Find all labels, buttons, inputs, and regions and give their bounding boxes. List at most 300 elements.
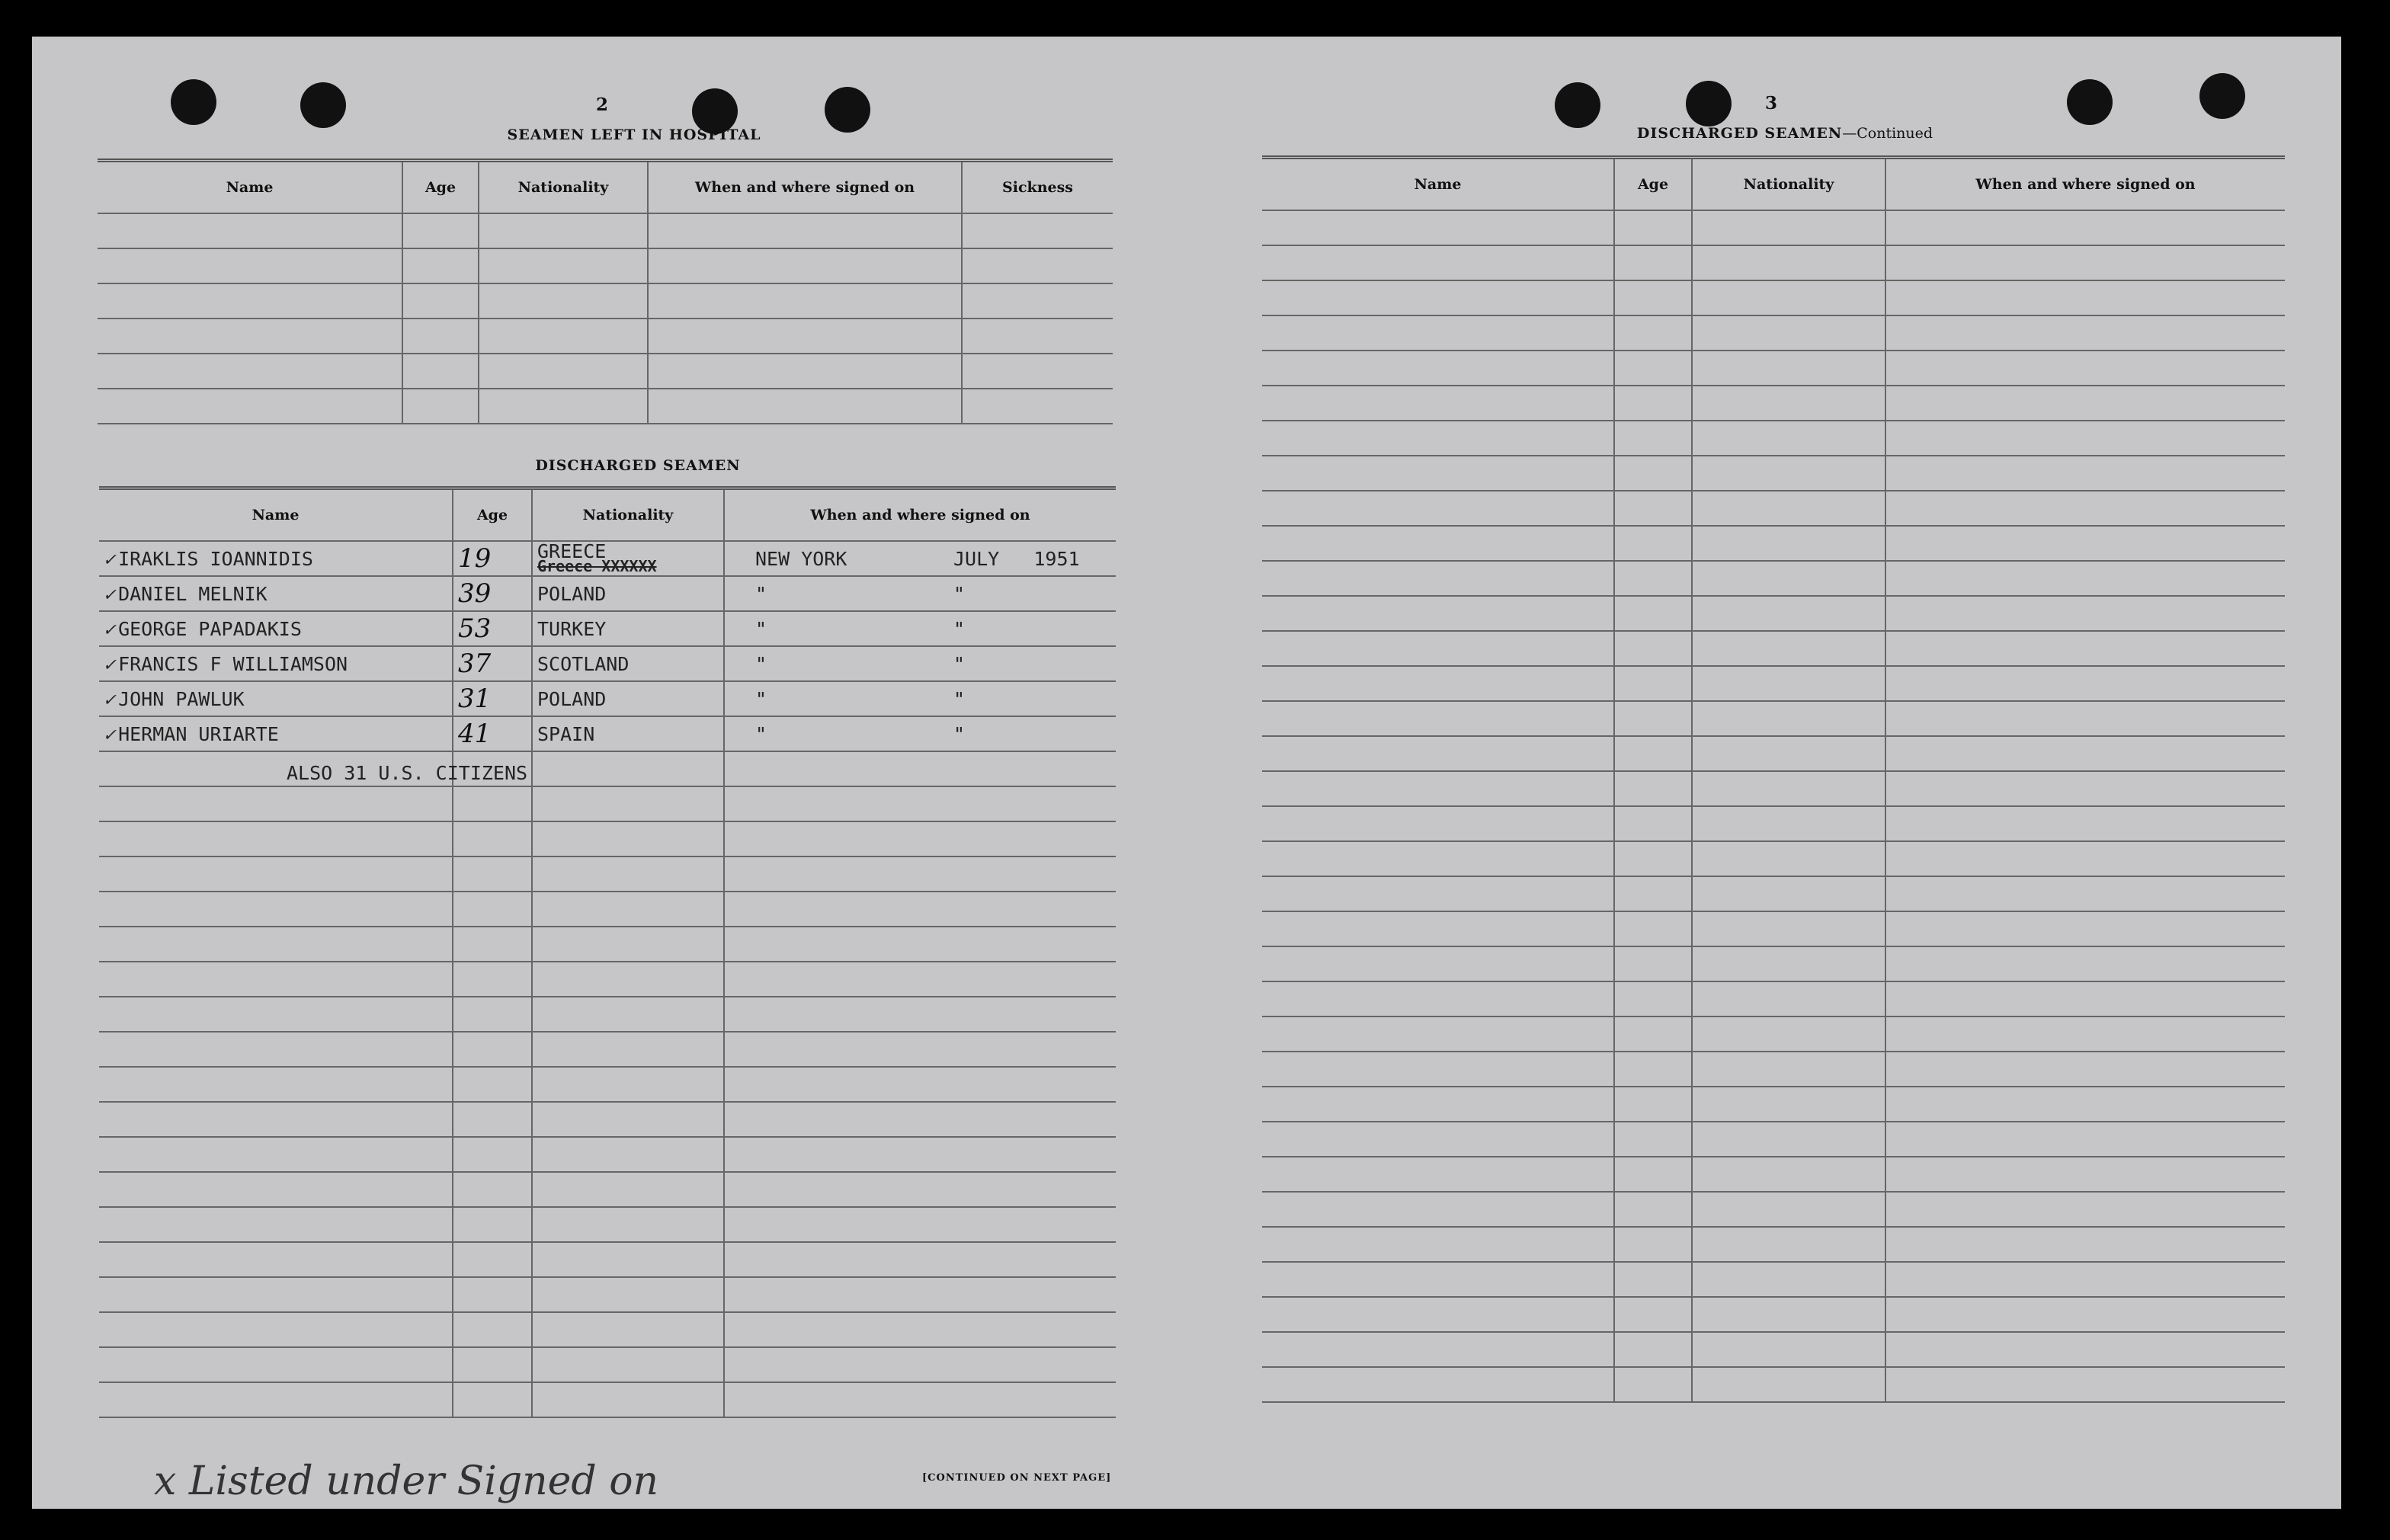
- table-row: [1262, 1262, 2285, 1297]
- table-row: [99, 856, 1116, 892]
- table-row: [1262, 596, 2285, 631]
- table-row: [1262, 526, 2285, 561]
- table-cell: [724, 1172, 1116, 1207]
- table-cell: [453, 1382, 532, 1417]
- table-row: [99, 1032, 1116, 1067]
- table-row: [1262, 736, 2285, 771]
- struck-nationality: Greece XXXXXX: [537, 556, 657, 575]
- table-row: [1262, 666, 2285, 701]
- signed-on-date: ": [953, 652, 966, 675]
- table-cell: [1885, 1367, 2285, 1402]
- table-cell: [648, 389, 962, 424]
- signed-on-cell: [724, 716, 1116, 751]
- table-cell: [1885, 351, 2285, 386]
- age-value: 19: [458, 543, 492, 574]
- table-cell: [1885, 981, 2285, 1017]
- table-cell: [1262, 841, 1614, 876]
- table-cell: [402, 213, 479, 248]
- table-cell: [648, 283, 962, 319]
- table-cell: [99, 821, 453, 856]
- table-cell: [724, 1207, 1116, 1242]
- table-cell: [1262, 876, 1614, 911]
- column-header: When and where signed on: [648, 161, 962, 214]
- table-cell: [1614, 386, 1692, 421]
- table-cell: [453, 927, 532, 962]
- table-cell: [402, 389, 479, 424]
- table-cell: [962, 319, 1113, 354]
- column-header: Nationality: [1692, 158, 1885, 211]
- table-cell: [532, 1137, 724, 1172]
- table-cell: [1692, 1192, 1885, 1227]
- table-cell: [1885, 1332, 2285, 1367]
- seaman-name: DANIEL MELNIK: [118, 582, 268, 605]
- table-cell: [453, 997, 532, 1032]
- discharged-continued-table: [1262, 155, 2285, 1403]
- table-cell: [1885, 210, 2285, 245]
- table-cell: [724, 751, 1116, 786]
- signed-on-place: ": [755, 617, 767, 640]
- table-cell: [98, 213, 402, 248]
- table-cell: [1692, 876, 1885, 911]
- table-row: [99, 1067, 1116, 1102]
- table-cell: [1692, 421, 1885, 456]
- table-row: [99, 1277, 1116, 1312]
- table-cell: [1262, 1227, 1614, 1262]
- table-cell: [1262, 280, 1614, 315]
- table-cell: [402, 354, 479, 389]
- table-cell: [532, 856, 724, 892]
- table-cell: [479, 354, 648, 389]
- table-cell: [962, 389, 1113, 424]
- table-cell: [532, 1102, 724, 1137]
- signed-on-date: ": [953, 722, 966, 745]
- discharged-title: DISCHARGED SEAMEN: [535, 457, 741, 474]
- table-cell: [532, 786, 724, 821]
- table-row: [1262, 981, 2285, 1017]
- table-row: [98, 248, 1113, 283]
- check-mark: ✓: [104, 652, 116, 675]
- age-value: 53: [458, 613, 492, 644]
- table-row: [99, 681, 1116, 716]
- table-cell: [99, 997, 453, 1032]
- record-sheet: [32, 37, 2341, 1509]
- continued-label: —Continued: [1842, 125, 1933, 142]
- table-cell: [532, 1312, 724, 1347]
- table-cell: [1262, 561, 1614, 596]
- nationality-value: SCOTLAND: [537, 652, 630, 675]
- table-row: [99, 1347, 1116, 1382]
- table-cell: [1692, 1227, 1885, 1262]
- table-cell: [724, 1137, 1116, 1172]
- signed-on-place: ": [755, 687, 767, 710]
- table-cell: [962, 354, 1113, 389]
- table-cell: [532, 821, 724, 856]
- check-mark: ✓: [104, 687, 116, 710]
- table-cell: [1692, 561, 1885, 596]
- also-citizens-note: ALSO 31 U.S. CITIZENS: [287, 762, 528, 784]
- seaman-name: FRANCIS F WILLIAMSON: [118, 652, 348, 675]
- table-row: [99, 927, 1116, 962]
- signed-on-place: ": [755, 582, 767, 605]
- table-cell: [1614, 456, 1692, 491]
- table-row: [1262, 876, 2285, 911]
- table-cell: [1692, 1157, 1885, 1192]
- table-cell: [532, 1032, 724, 1067]
- table-cell: [99, 1312, 453, 1347]
- table-cell: [99, 1242, 453, 1277]
- nationality-value: POLAND: [537, 582, 607, 605]
- table-cell: [99, 856, 453, 892]
- continued-footer: [CONTINUED ON NEXT PAGE]: [922, 1472, 1112, 1484]
- table-cell: [1262, 526, 1614, 561]
- table-cell: [648, 248, 962, 283]
- table-row: [1262, 1367, 2285, 1402]
- table-cell: [1614, 1087, 1692, 1122]
- table-cell: [402, 283, 479, 319]
- table-cell: [1692, 841, 1885, 876]
- table-row: [1262, 1087, 2285, 1122]
- table-cell: [724, 927, 1116, 962]
- table-cell: [532, 1242, 724, 1277]
- table-row: [98, 283, 1113, 319]
- table-cell: [1262, 701, 1614, 736]
- table-cell: [1614, 526, 1692, 561]
- table-cell: [99, 786, 453, 821]
- table-cell: [1614, 911, 1692, 946]
- table-cell: [724, 962, 1116, 997]
- table-row: [99, 1382, 1116, 1417]
- age-cell: [453, 716, 532, 751]
- table-cell: [724, 1242, 1116, 1277]
- table-row: [1262, 701, 2285, 736]
- signed-on-cell: [724, 541, 1116, 576]
- table-cell: [1614, 491, 1692, 526]
- table-cell: [453, 962, 532, 997]
- seaman-name: GEORGE PAPADAKIS: [118, 617, 302, 640]
- table-cell: [1262, 210, 1614, 245]
- table-cell: [1614, 806, 1692, 841]
- signed-on-date: ": [953, 687, 966, 710]
- table-cell: [724, 1347, 1116, 1382]
- table-cell: [724, 786, 1116, 821]
- table-cell: [99, 1207, 453, 1242]
- table-cell: [1885, 456, 2285, 491]
- table-cell: [1885, 1192, 2285, 1227]
- table-cell: [532, 892, 724, 927]
- table-cell: [1885, 771, 2285, 806]
- table-cell: [99, 1067, 453, 1102]
- table-row: [99, 962, 1116, 997]
- table-cell: [453, 1207, 532, 1242]
- table-cell: [1692, 771, 1885, 806]
- age-cell: [453, 541, 532, 576]
- table-cell: [1614, 736, 1692, 771]
- table-cell: [453, 1242, 532, 1277]
- table-cell: [1614, 315, 1692, 351]
- check-mark: ✓: [104, 547, 116, 570]
- table-cell: [1614, 421, 1692, 456]
- table-cell: [453, 786, 532, 821]
- table-cell: [724, 997, 1116, 1032]
- table-cell: [99, 1382, 453, 1417]
- nationality-cell: [532, 681, 724, 716]
- table-cell: [1692, 806, 1885, 841]
- column-header: Age: [1614, 158, 1692, 211]
- table-cell: [1885, 876, 2285, 911]
- table-cell: [1885, 841, 2285, 876]
- signed-on-date: ": [953, 582, 966, 605]
- table-cell: [724, 892, 1116, 927]
- signed-on-place: NEW YORK: [755, 547, 847, 570]
- table-cell: [1885, 561, 2285, 596]
- table-cell: [98, 283, 402, 319]
- table-cell: [1614, 1052, 1692, 1087]
- table-cell: [1262, 631, 1614, 666]
- table-row: [99, 611, 1116, 646]
- table-cell: [1885, 1297, 2285, 1332]
- age-value: 37: [458, 648, 492, 679]
- nationality-cell: [532, 716, 724, 751]
- column-header: Age: [402, 161, 479, 214]
- seaman-name: HERMAN URIARTE: [118, 722, 279, 745]
- column-header: Name: [1262, 158, 1614, 211]
- table-cell: [1262, 386, 1614, 421]
- table-cell: [1614, 1157, 1692, 1192]
- table-row: [1262, 841, 2285, 876]
- table-cell: [99, 1172, 453, 1207]
- table-row: [99, 786, 1116, 821]
- table-cell: [453, 1067, 532, 1102]
- table-cell: [1885, 386, 2285, 421]
- table-cell: [532, 1207, 724, 1242]
- table-cell: [1262, 1297, 1614, 1332]
- table-row: [1262, 351, 2285, 386]
- table-cell: [1885, 701, 2285, 736]
- table-cell: [1885, 1157, 2285, 1192]
- signed-on-date: JULY 1951: [953, 547, 1080, 570]
- hospital-table: [98, 158, 1113, 424]
- table-cell: [1614, 876, 1692, 911]
- table-row: [99, 892, 1116, 927]
- signed-on-place: ": [755, 722, 767, 745]
- signed-on-date: ": [953, 617, 966, 640]
- table-cell: [1692, 1052, 1885, 1087]
- table-cell: [724, 1277, 1116, 1312]
- table-row: [99, 1312, 1116, 1347]
- table-cell: [1614, 1332, 1692, 1367]
- table-cell: [532, 1347, 724, 1382]
- table-cell: [1614, 701, 1692, 736]
- table-cell: [1692, 1087, 1885, 1122]
- table-cell: [1262, 666, 1614, 701]
- table-cell: [1262, 1052, 1614, 1087]
- name-cell: [99, 611, 453, 646]
- table-row: [1262, 280, 2285, 315]
- table-cell: [1692, 666, 1885, 701]
- table-row: [1262, 1332, 2285, 1367]
- table-cell: [1692, 1122, 1885, 1157]
- table-cell: [1885, 666, 2285, 701]
- table-cell: [98, 354, 402, 389]
- table-cell: [453, 1137, 532, 1172]
- table-cell: [1885, 1087, 2285, 1122]
- table-row: [1262, 421, 2285, 456]
- table-cell: [1614, 771, 1692, 806]
- table-cell: [1885, 1017, 2285, 1052]
- table-cell: [479, 319, 648, 354]
- table-row: [1262, 631, 2285, 666]
- signed-on-cell: [724, 681, 1116, 716]
- table-row: [99, 1102, 1116, 1137]
- table-cell: [1692, 736, 1885, 771]
- table-row: [1262, 771, 2285, 806]
- page-number: 2: [596, 94, 609, 115]
- table-cell: [1885, 596, 2285, 631]
- table-cell: [1885, 736, 2285, 771]
- table-cell: [402, 319, 479, 354]
- table-cell: [1614, 981, 1692, 1017]
- name-cell: [99, 541, 453, 576]
- table-row: [1262, 491, 2285, 526]
- age-cell: [453, 681, 532, 716]
- discharged-table: [99, 486, 1116, 1418]
- table-row: [98, 319, 1113, 354]
- table-cell: [1262, 1017, 1614, 1052]
- seaman-name: IRAKLIS IOANNIDIS: [118, 547, 313, 570]
- table-cell: [1262, 736, 1614, 771]
- table-cell: [724, 1102, 1116, 1137]
- table-cell: [453, 1277, 532, 1312]
- table-cell: [1614, 631, 1692, 666]
- table-row: [99, 576, 1116, 611]
- table-cell: [1262, 946, 1614, 981]
- table-cell: [1885, 315, 2285, 351]
- table-cell: [1262, 1332, 1614, 1367]
- table-cell: [1885, 1122, 2285, 1157]
- table-cell: [532, 927, 724, 962]
- table-cell: [453, 892, 532, 927]
- table-cell: [1262, 315, 1614, 351]
- table-row: [1262, 1227, 2285, 1262]
- table-cell: [1262, 245, 1614, 280]
- table-cell: [724, 821, 1116, 856]
- table-cell: [1692, 280, 1885, 315]
- table-cell: [1262, 491, 1614, 526]
- table-cell: [1262, 911, 1614, 946]
- table-cell: [724, 1312, 1116, 1347]
- table-cell: [1614, 1192, 1692, 1227]
- table-cell: [98, 389, 402, 424]
- check-mark: ✓: [104, 722, 116, 745]
- column-header: When and where signed on: [724, 488, 1116, 542]
- table-row: [1262, 315, 2285, 351]
- table-cell: [453, 1102, 532, 1137]
- table-cell: [453, 1172, 532, 1207]
- table-cell: [1614, 1367, 1692, 1402]
- table-cell: [99, 1347, 453, 1382]
- table-row: [1262, 806, 2285, 841]
- table-row: [99, 821, 1116, 856]
- column-header: Name: [98, 161, 402, 214]
- name-cell: [99, 576, 453, 611]
- table-cell: [453, 821, 532, 856]
- table-cell: [1885, 1227, 2285, 1262]
- table-cell: [724, 856, 1116, 892]
- table-cell: [962, 248, 1113, 283]
- column-header: Name: [99, 488, 453, 542]
- column-header: Sickness: [962, 161, 1113, 214]
- right-page-title: [1617, 125, 1953, 142]
- table-row: [1262, 210, 2285, 245]
- table-cell: [1885, 1052, 2285, 1087]
- table-cell: [1614, 1017, 1692, 1052]
- table-cell: [962, 283, 1113, 319]
- table-cell: [453, 1032, 532, 1067]
- signed-on-cell: [724, 646, 1116, 681]
- table-row: [99, 716, 1116, 751]
- name-cell: [99, 681, 453, 716]
- table-cell: [1614, 666, 1692, 701]
- signed-on-cell: [724, 576, 1116, 611]
- nationality-cell: [532, 611, 724, 646]
- table-cell: [1885, 491, 2285, 526]
- table-cell: [1692, 981, 1885, 1017]
- nationality-value: TURKEY: [537, 617, 607, 640]
- table-cell: [1262, 1087, 1614, 1122]
- table-cell: [1262, 1122, 1614, 1157]
- table-cell: [1262, 1367, 1614, 1402]
- table-row: [99, 1242, 1116, 1277]
- table-cell: [98, 248, 402, 283]
- table-row: [1262, 1052, 2285, 1087]
- nationality-cell: [532, 646, 724, 681]
- table-cell: [1614, 210, 1692, 245]
- table-cell: [1692, 1262, 1885, 1297]
- discharged-title: DISCHARGED SEAMEN: [1636, 125, 1843, 142]
- table-cell: [402, 248, 479, 283]
- table-cell: [1262, 351, 1614, 386]
- table-row: [99, 1172, 1116, 1207]
- table-cell: [532, 751, 724, 786]
- table-cell: [1614, 280, 1692, 315]
- table-row: [1262, 1122, 2285, 1157]
- table-cell: [1885, 806, 2285, 841]
- right-page: [1175, 37, 2341, 1509]
- table-row: [1262, 1157, 2285, 1192]
- table-cell: [1885, 631, 2285, 666]
- table-cell: [1692, 491, 1885, 526]
- table-cell: [648, 319, 962, 354]
- table-cell: [724, 1067, 1116, 1102]
- seaman-name: JOHN PAWLUK: [118, 687, 245, 710]
- nationality-cell: [532, 576, 724, 611]
- table-row: [1262, 1017, 2285, 1052]
- table-cell: [1262, 771, 1614, 806]
- table-cell: [99, 1137, 453, 1172]
- table-cell: [479, 389, 648, 424]
- table-row: [1262, 386, 2285, 421]
- table-row: [1262, 911, 2285, 946]
- check-mark: ✓: [104, 582, 116, 605]
- table-cell: [1262, 596, 1614, 631]
- table-cell: [1885, 526, 2285, 561]
- column-header: Nationality: [532, 488, 724, 542]
- table-cell: [1692, 351, 1885, 386]
- table-cell: [1885, 1262, 2285, 1297]
- nationality-value: GREECE: [537, 541, 607, 562]
- column-header: When and where signed on: [1885, 158, 2285, 211]
- table-cell: [1692, 631, 1885, 666]
